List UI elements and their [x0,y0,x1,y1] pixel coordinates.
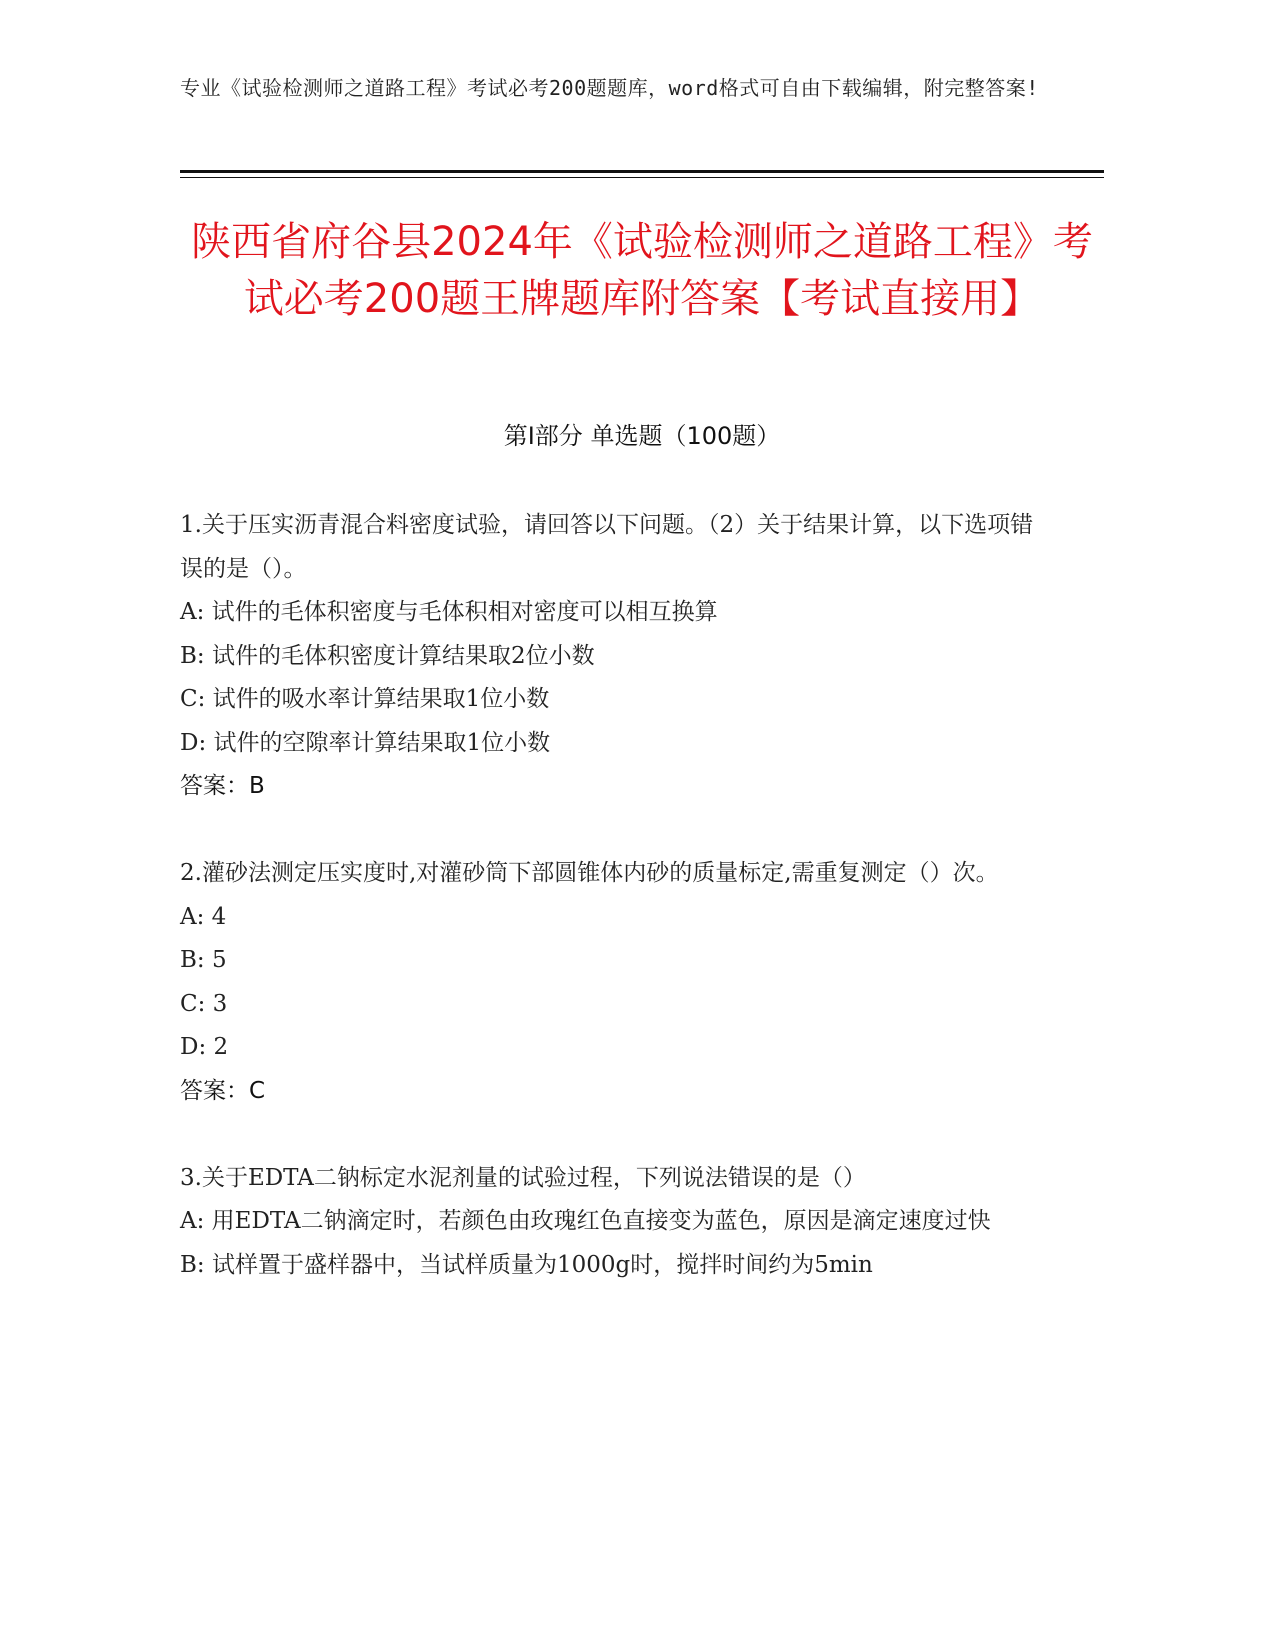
option-b: B: 试件的毛体积密度计算结果取2位小数 [180,642,595,669]
option-c: C: 3 [180,990,228,1017]
question-stem: 1.关于压实沥青混合料密度试验，请回答以下问题。（2）关于结果计算，以下选项错误的是（）。 [180,512,1034,582]
header-note: 专业《试验检测师之道路工程》考试必考200题题库，word格式可自由下载编辑，附完整答案! [180,76,1039,100]
section-heading: 第I部分 单选题（100题） [503,422,781,450]
header-rule-thin [180,177,1104,178]
answer: 答案：B [180,773,265,799]
question-3 [180,1157,1040,1288]
question-2 [180,852,1040,1113]
option-c: C: 试件的吸水率计算结果取1位小数 [180,686,550,712]
answer: 答案：C [180,1077,266,1104]
option-a: A: 4 [180,903,227,930]
question-list [180,504,1040,1331]
option-a: A: 试件的毛体积密度与毛体积相对密度可以相互换算 [180,599,718,625]
option-b: B: 试样置于盛样器中，当试样质量为1000g时，搅拌时间约为5min [180,1251,873,1278]
option-d: D: 试件的空隙率计算结果取1位小数 [180,729,551,756]
question-stem: 2.灌砂法测定压实度时,对灌砂筒下部圆锥体内砂的质量标定,需重复测定（）次。 [180,860,999,886]
option-b: B: 5 [180,947,227,973]
question-stem: 3.关于EDTA二钠标定水泥剂量的试验过程，下列说法错误的是（） [180,1164,866,1191]
option-d: D: 2 [180,1034,229,1060]
option-a: A: 用EDTA二钠滴定时，若颜色由玫瑰红色直接变为蓝色，原因是滴定速度过快 [180,1208,991,1234]
question-1 [180,504,1040,809]
header-rule-thick [180,170,1104,173]
page-title: 陕西省府谷县2024年《试验检测师之道路工程》考试必考200题王牌题库附答案【考试直接用】 [191,219,1093,322]
